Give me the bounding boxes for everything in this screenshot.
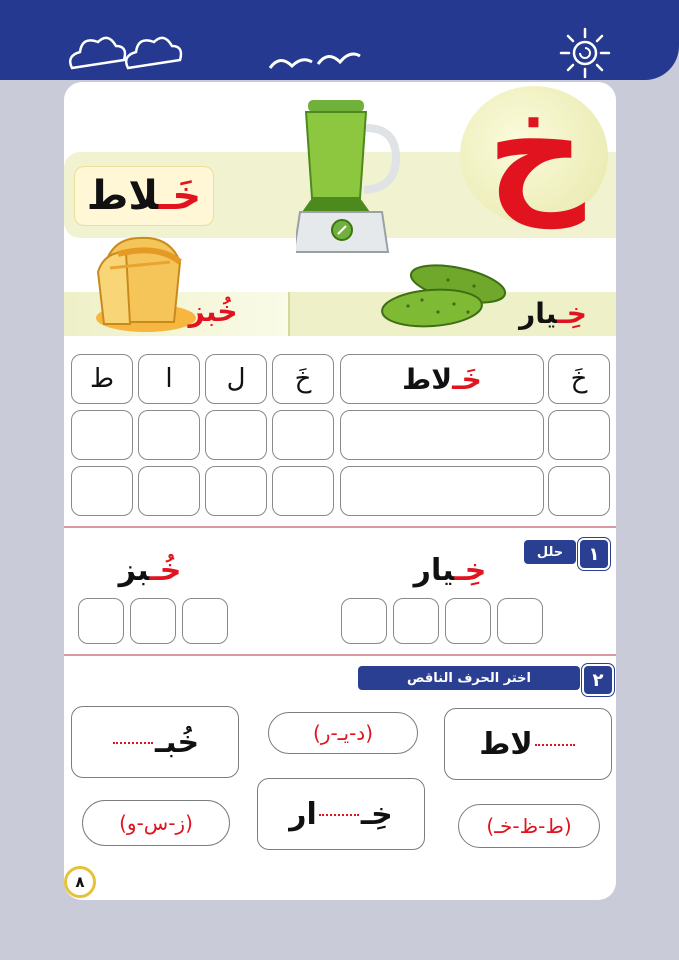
top-banner <box>0 0 679 80</box>
cucumber-word: خِـيار <box>519 297 587 330</box>
segment-input-cell[interactable] <box>205 410 267 460</box>
segment-input-cell[interactable] <box>548 410 610 460</box>
title-word-black-part: لاط <box>86 173 159 219</box>
title-word <box>74 170 214 222</box>
analysis-box[interactable] <box>393 598 439 644</box>
blender-illustration <box>296 98 406 254</box>
missing-letter-item-start: خِـ <box>360 796 393 832</box>
segment-input-cell[interactable] <box>548 466 610 516</box>
choices-pill[interactable] <box>268 712 418 754</box>
choices-text: (ز-س-و) <box>119 811 193 835</box>
title-word-red-part: خَـ <box>158 173 202 219</box>
segment-cell: ط <box>71 354 133 404</box>
analysis-box[interactable] <box>130 598 176 644</box>
segment-input-cell[interactable] <box>205 466 267 516</box>
segment-input-cell[interactable] <box>138 410 200 460</box>
birds-icon <box>266 48 362 78</box>
segment-input-cell[interactable] <box>71 410 133 460</box>
blank-line[interactable] <box>113 741 153 744</box>
section-divider <box>64 526 616 528</box>
segment-cell: ل <box>205 354 267 404</box>
segment-input-cell[interactable] <box>340 466 544 516</box>
analysis-box[interactable] <box>497 598 543 644</box>
missing-letter-item-start: خُبـ <box>154 724 200 760</box>
segment-cell: خَ <box>548 354 610 404</box>
exercise-1-number: ١ <box>578 538 610 570</box>
segment-cell: خَ <box>272 354 334 404</box>
choices-text: (د-يـ-ر) <box>312 721 374 745</box>
segment-cell: ا <box>138 354 200 404</box>
cucumber-illustration <box>378 262 510 338</box>
missing-letter-item <box>257 778 425 850</box>
analysis-box[interactable] <box>341 598 387 644</box>
exercise-1-word-right: خِـيار <box>413 553 487 588</box>
page-number: ٨ <box>64 866 96 898</box>
cloud-icon <box>64 30 184 76</box>
analysis-box[interactable] <box>445 598 491 644</box>
bread-word: خُبز <box>188 295 238 328</box>
choices-pill[interactable] <box>82 800 230 846</box>
exercise-1-instruction: حلل <box>524 540 576 564</box>
analysis-box[interactable] <box>78 598 124 644</box>
blank-line[interactable] <box>319 813 359 816</box>
segment-input-cell[interactable] <box>272 410 334 460</box>
segment-input-cell[interactable] <box>71 466 133 516</box>
segment-word-cell: خَـ لاط <box>340 354 544 404</box>
missing-letter-item <box>71 706 239 778</box>
exercise-2-instruction: اختر الحرف الناقص <box>358 666 580 690</box>
choices-pill[interactable] <box>458 804 600 848</box>
missing-letter-item <box>444 708 612 780</box>
missing-letter-item-text: لاط <box>479 726 533 762</box>
exercise-2-number: ٢ <box>582 664 614 696</box>
segment-input-cell[interactable] <box>272 466 334 516</box>
segment-input-cell[interactable] <box>138 466 200 516</box>
choices-text: (ط-ظ-خـ) <box>486 814 572 838</box>
blank-line[interactable] <box>535 743 575 746</box>
big-letter: خ <box>486 71 585 229</box>
section-divider <box>64 654 616 656</box>
exercise-1-word-left: خُـبز <box>118 553 182 588</box>
missing-letter-item-end: ار <box>289 796 317 832</box>
analysis-box[interactable] <box>182 598 228 644</box>
segment-input-cell[interactable] <box>340 410 544 460</box>
